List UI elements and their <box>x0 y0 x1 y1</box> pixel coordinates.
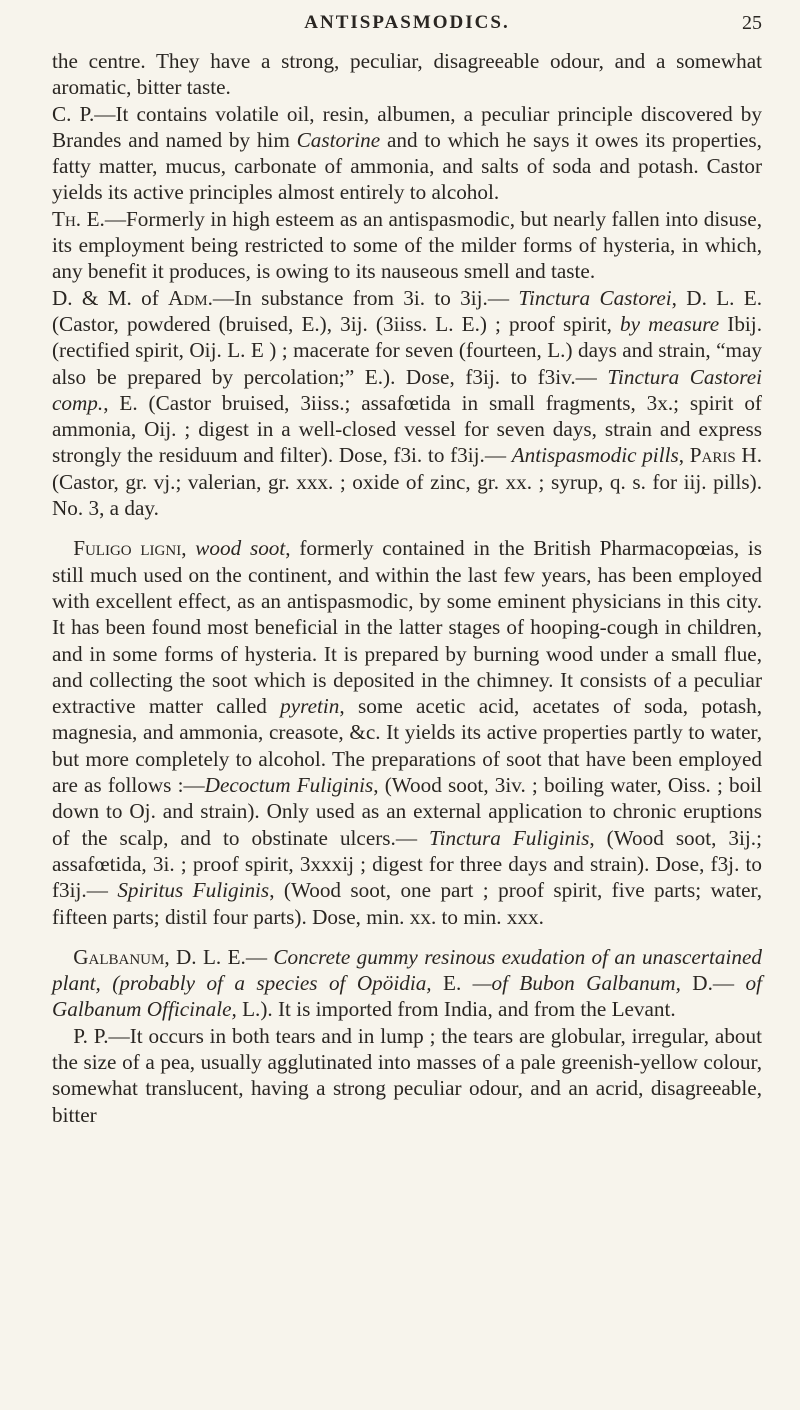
section-head-th: Th. E. <box>52 206 105 231</box>
paragraph-galbanum: Galbanum, D. L. E.— Concrete gummy resinous exudation of an unascertained plant, (probably of a species of Opöidia, E. —of Bubon Galbanum, D.— of Galbanum Officinale, L.). It is imported from India, and from the Levant. <box>52 944 762 1022</box>
term-wood-soot: wood soot <box>195 536 286 561</box>
term-antispasmodic-pills: Antispasmodic pills <box>511 443 679 468</box>
paragraph-fuligo-ligni: Fuligo ligni, wood soot, formerly contained in the British Pharmacopœias, is still much used on the continent, and within the last few years, has been employed with excellent effect, as an antispasmodic, by some eminent physicians in this city. It has been found most beneficial in the latter stages of hooping-cough in children, and in some forms of hysteria. It is prepared by burning wood under a small flue, and collecting the soot which is deposited in the chimney. It consists of a peculiar extractive matter called pyretin, some acetic acid, acetates of soda, potash, magnesia, and ammonia, creasote, &c. It yields its active properties partly to water, but more completely to alcohol. The preparations of soot that have been employed are as follows :—Decoctum Fuliginis, (Wood soot, 3iv. ; boiling water, Oiss. ; boil down to Oj. and strain). Only used as an external application to chronic eruptions of the scalp, and to obstinate ulcers.— Tinctura Fuliginis, (Wood soot, 3ij.; assafœtida, 3i. ; proof spirit, 3xxxij ; digest for three days and strain). Dose, f3j. to f3ij.— Spiritus Fuliginis, (Wood soot, one part ; proof spirit, five parts; water, fifteen parts; distil four parts). Dose, min. xx. to min. xxx. <box>52 536 763 929</box>
page-header <box>52 0 762 48</box>
paragraph-dose-administration: D. & M. of Adm.—In substance from 3i. to 3ij.— Tinctura Castorei, D. L. E. (Castor, powdered (bruised, E.), 3ij. (3iiss. L. E.) ; proof spirit, by measure Ibij. (rectified spirit, Oij. L. E ) ; macerate for seven (fourteen, L.) days and strain, “may also be prepared by percolation;” E.). Dose, f3ij. to f3iv.— Tinctura Castorei comp., E. (Castor bruised, 3iiss.; assafœtida in small fragments, 3x.; spirit of ammonia, Oij. ; digest in a well-closed vessel for seven days, strain and express strongly the residuum and filter). Dose, f3i. to f3ij.— Antispasmodic pills, Paris H. (Castor, gr. vj.; valerian, gr. xxx. ; oxide of zinc, gr. xx. ; syrup, q. s. for iij. pills). No. 3, a day. <box>52 285 763 521</box>
paragraph-chemical-properties: C. P.—It contains volatile oil, resin, albumen, a peculiar principle discovered by Brandes and named by him Castorine and to which he says it owes its properties, fatty matter, mucus, carbonate of ammonia, and salts of soda and potash. Castor yields its active principles almost entirely to alcohol. <box>52 101 762 205</box>
body-text <box>52 48 762 1128</box>
term-decoctum-fuliginis: Decoctum Fuliginis <box>204 773 374 798</box>
paragraph-castor-description: the centre. They have a strong, peculiar, disagreeable odour, and a somewhat aromatic, bitter taste. <box>52 49 762 100</box>
entry-head-fuligo: Fuligo ligni, <box>73 536 187 561</box>
section-head-dm: D. & M. of <box>52 285 169 310</box>
section-head-cp: C. P. <box>52 101 95 126</box>
term-tinctura-castorei: Tinctura Castorei <box>518 285 672 310</box>
running-head: ANTISPASMODICS. <box>304 12 510 33</box>
entry-head-galbanum: Galbanum, <box>73 944 170 969</box>
term-pyretin: pyretin <box>280 694 340 719</box>
paragraph-therapeutic-effects: Th. E.—Formerly in high esteem as an antispasmodic, but nearly fallen into disuse, its employment being restricted to some of the milder forms of hysteria, in which, any benefit it produces, is owing to its nauseous smell and taste. <box>52 206 763 284</box>
term-castorine: Castorine <box>296 127 381 152</box>
section-head-pp: P. P. <box>73 1023 109 1048</box>
paragraph-galbanum-properties: P. P.—It occurs in both tears and in lump ; the tears are globular, irregular, about the size of a pea, usually agglutinated into masses of a pale greenish-yellow colour, somewhat translucent, having a strong peculiar odour, and an acrid, disagreeable, bitter <box>52 1023 762 1127</box>
page-number: 25 <box>742 12 762 34</box>
term-tinctura-castorei-comp: Tinctura Castorei comp. <box>52 364 762 415</box>
term-spiritus-fuliginis: Spiritus Fuliginis <box>117 878 270 903</box>
term-tinctura-fuliginis: Tinctura Fuliginis <box>429 825 590 850</box>
